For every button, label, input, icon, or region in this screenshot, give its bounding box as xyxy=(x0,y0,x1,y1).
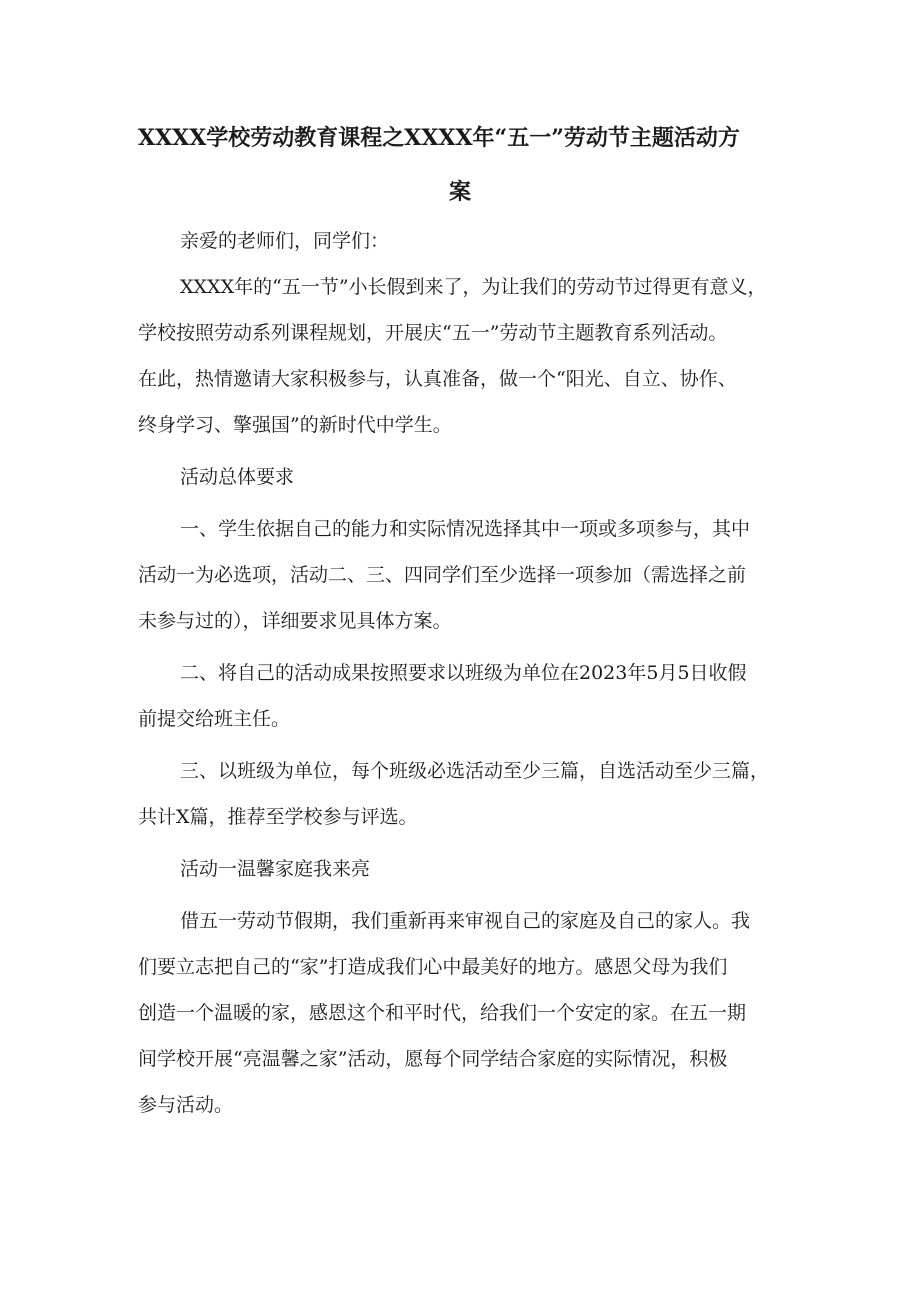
paragraph-line: 二、将自己的活动成果按照要求以班级为单位在2023年5月5日收假 xyxy=(180,662,747,684)
paragraph-line: 活动一为必选项，活动二、三、四同学们至少选择一项参加（需选择之前 xyxy=(138,564,747,586)
section-heading: 活动总体要求 xyxy=(180,466,295,488)
paragraph-line: 一、学生依据自己的能力和实际情况选择其中一项或多项参与，其中 xyxy=(180,518,751,540)
paragraph-line: 参与活动。 xyxy=(138,1094,234,1116)
paragraph-line: 在此，热情邀请大家积极参与，认真准备，做一个“阳光、自立、协作、 xyxy=(138,368,737,390)
paragraph-line: 学校按照劳动系列课程规划，开展庆“五一”劳动节主题教育系列活动。 xyxy=(138,322,728,344)
greeting: 亲爱的老师们，同学们： xyxy=(180,230,390,252)
section-heading: 活动一温馨家庭我来亮 xyxy=(180,858,371,880)
paragraph-line: 未参与过的），详细要求见具体方案。 xyxy=(138,610,452,632)
document-title-line-1: XXXX学校劳动教育课程之XXXX年“五一”劳动节主题活动方 xyxy=(138,125,740,151)
paragraph-line: 终身学习、擎强国”的新时代中学生。 xyxy=(138,414,452,436)
paragraph-line: 共计X篇，推荐至学校参与评选。 xyxy=(138,806,418,828)
paragraph-line: 三、以班级为单位，每个班级必选活动至少三篇，自选活动至少三篇， xyxy=(180,760,770,782)
paragraph-line: 前提交给班主任。 xyxy=(138,708,291,730)
paragraph-line: 间学校开展“亮温馨之家”活动，愿每个同学结合家庭的实际情况，积极 xyxy=(138,1048,728,1070)
paragraph-line: 借五一劳动节假期，我们重新再来审视自己的家庭及自己的家人。我 xyxy=(180,910,751,932)
paragraph-line: XXXX年的“五一节”小长假到来了，为让我们的劳动节过得更有意义， xyxy=(180,276,767,298)
document-title-line-2: 案 xyxy=(448,179,471,205)
paragraph-line: 创造一个温暖的家，感恩这个和平时代，给我们一个安定的家。在五一期 xyxy=(138,1002,747,1024)
paragraph-line: 们要立志把自己的“家”打造成我们心中最美好的地方。感恩父母为我们 xyxy=(138,956,728,978)
